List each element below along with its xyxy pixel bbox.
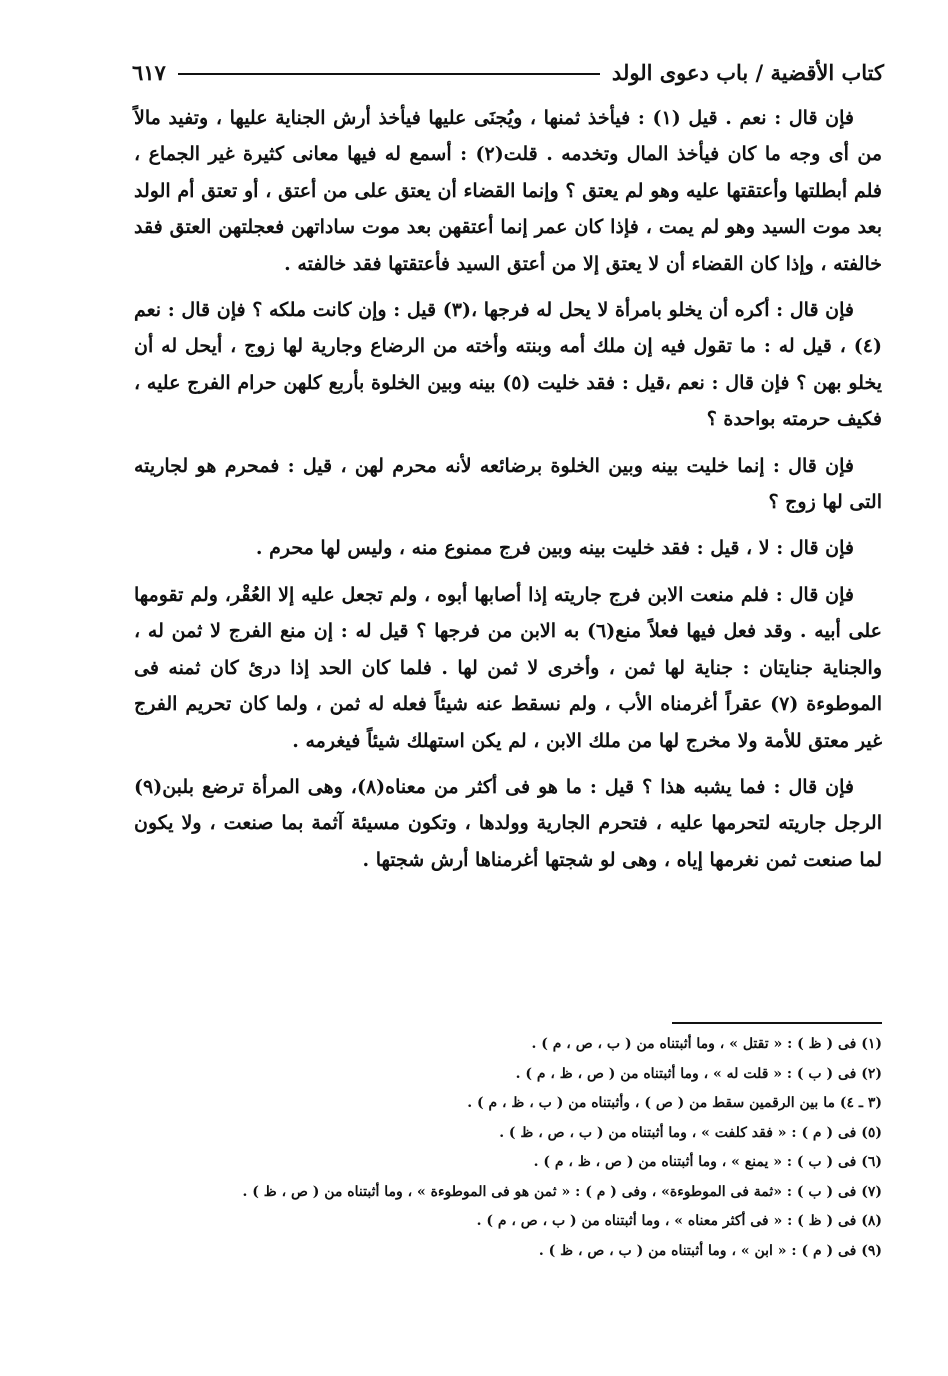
main-text — [134, 100, 882, 888]
paragraph: فإن قال : فما يشبه هذا ؟ قيل : ما هو فى أكثر من معناه(٨)، وهى المرأة ترضع بلبن(٩) الرجل جاريته لتحرمها عليه ، فتحرم الجارية وولدها ، وتكون مسيئة آثمة بما صنعت ، ولا يكون لما صنعت ثمن نغرمها إياه ، وهى لو شجتها أغرمناها أرش شجتها . — [134, 775, 882, 871]
footnote: (٣ ـ ٤) ما بين الرقمين سقط من ( ص ) ، وأثبتناه من ( ب ، ظ ، م ) . — [467, 1095, 882, 1111]
page-number: ٦١٧ — [132, 59, 166, 85]
running-title: كتاب الأقضية / باب دعوى الولد — [611, 59, 884, 85]
page-header — [132, 52, 884, 92]
footnotes — [134, 1030, 882, 1266]
footnote-separator — [672, 1022, 882, 1024]
paragraph: فإن قال : نعم . قيل (١) : فيأخذ ثمنها ، ويُجنَى عليها فيأخذ أرش الجناية عليها ، وتفيد مالاً من أى وجه ما كان فيأخذ المال وتخدمه . قلت(٢) : أسمع له فيها معانى كثيرة غير الجماع ، فلم أبطلتها وأعتقتها عليه وهو لم يعتق ؟ وإنما القضاء أن يعتق على من أعتق ، أو تعتق أم الولد بعد موت السيد وهو لم يمت ، فإذا كان عمر إنما أعتقهن بعد موت ساداتهن فعجلتهن العتق فقد خالفته ، وإذا كان القضاء أن لا يعتق إلا من أعتق السيد فأعتقتها فقد خالفته . — [134, 107, 882, 275]
footnote: (٢) فى ( ب ) : « قلت له » ، وما أثبتناه من ( ص ، ظ ، م ) . — [515, 1065, 882, 1082]
footnote: (١) فى ( ظ ) : « تقتل » ، وما أثبتناه من ( ب ، ص ، م ) . — [531, 1036, 882, 1052]
header-rule — [178, 73, 600, 75]
footnote: (٥) فى ( م ) : « فقد كلفت » ، وما أثبتناه من ( ب ، ص ، ظ ) . — [499, 1124, 882, 1141]
footnote: (٦) فى ( ب ) : « يمنع » ، وما أثبتناه من ( ص ، ظ ، م ) . — [533, 1154, 882, 1170]
footnote: (٧) فى ( ب ) : «ثمة فى الموطوءة» ، وفى ( م ) : « ثمن هو فى الموطوءة » ، وما أثبتناه من ( ص ، ظ ) . — [242, 1183, 882, 1200]
paragraph: فإن قال : لا ، قيل : فقد خليت بينه وبين فرج ممنوع منه ، وليس لها محرم . — [255, 537, 854, 560]
footnote: (٩) فى ( م ) : « ابن » ، وما أثبتناه من ( ب ، ص ، ظ ) . — [538, 1242, 882, 1259]
paragraph: فإن قال : أكره أن يخلو بامرأة لا يحل له فرجها ،(٣) قيل : وإن كانت ملكه ؟ فإن قال : نعم (٤) ، قيل له : ما تقول فيه إن ملك أمه وبنته وأخته من الرضاع وجارية لها زوج ، أيحل له أن يخلو بهن ؟ فإن قال : نعم ،قيل : فقد خليت (٥) بينه وبين الخلوة بأربع كلهن حرام الفرج عليه ، فكيف حرمته بواحدة ؟ — [134, 299, 882, 431]
paragraph: فإن قال : فلم منعت الابن فرج جاريته إذا أصابها أبوه ، ولم تجعل عليه إلا العُقْر، ولم تقومها على أبيه . وقد فعل فيها فعلاً منع(٦) به الابن من فرجها ؟ قيل له : إن منع الفرج لا ثمن له ، والجناية جنايتان : جناية لها ثمن ، وأخرى لا ثمن لها . فلما كان الحد إذا درئ كان ثمنه فى الموطوءة (٧) عقراً أغرمناه الأب ، ولم نسقط عنه شيئاً فعله له ثمن ، ولما كان تحريم الفرج غير معتق للأمة ولا مخرج لها من ملك الابن ، لم يكن استهلك شيئاً فيغرمه . — [134, 583, 882, 752]
paragraph: فإن قال : إنما خليت بينه وبين الخلوة برضائعه لأنه محرم لهن ، قيل : فمحرم هو لجاريته التى لها زوج ؟ — [134, 454, 882, 514]
footnote: (٨) فى ( ظ ) : « فى أكثر معناه » ، وما أثبتناه من ( ب ، ص ، م ) . — [476, 1213, 882, 1229]
